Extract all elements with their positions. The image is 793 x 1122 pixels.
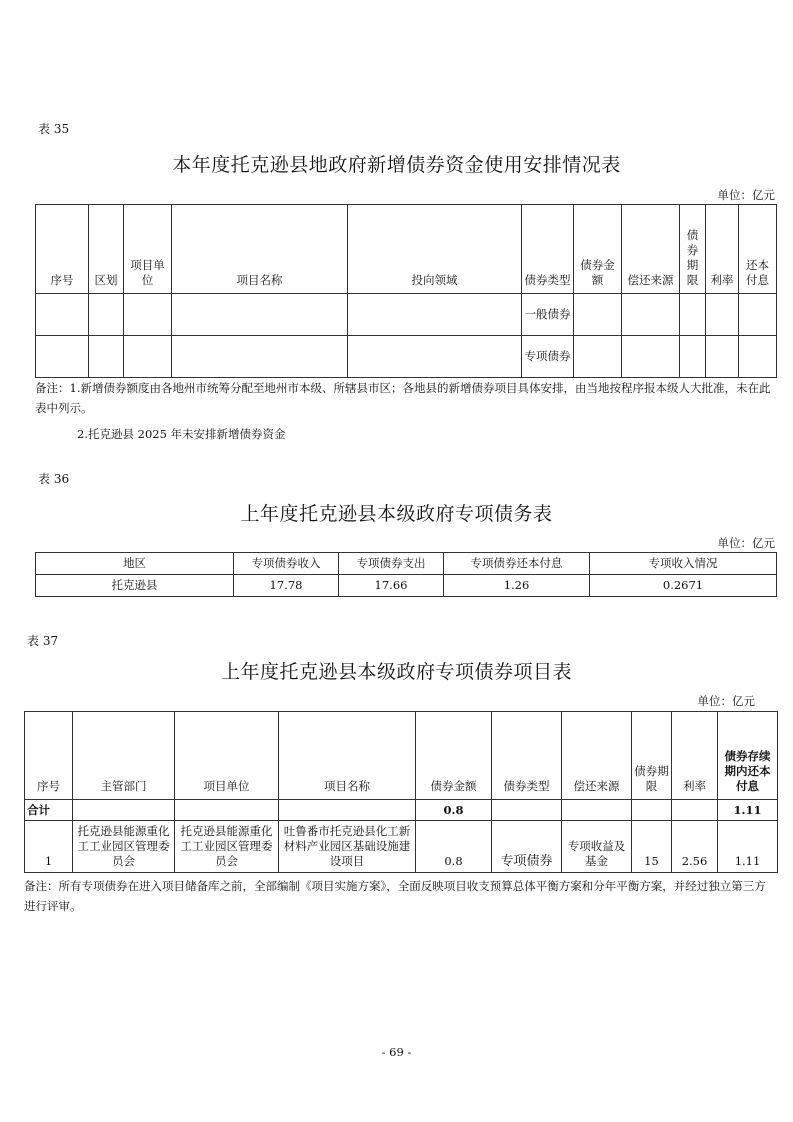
header-cell: 专项债券收入 bbox=[234, 553, 339, 575]
header-cell: 投向领域 bbox=[348, 205, 522, 294]
total-repayment-cell: 1.11 bbox=[718, 800, 778, 821]
cell bbox=[574, 294, 622, 336]
table-36-label: 表 36 bbox=[38, 472, 70, 486]
cell bbox=[89, 294, 124, 336]
total-row bbox=[25, 800, 778, 821]
header-cell: 偿还来源 bbox=[562, 712, 632, 800]
cell: 15 bbox=[632, 821, 672, 873]
header-cell: 区划 bbox=[89, 205, 124, 294]
cell bbox=[172, 294, 348, 336]
cell bbox=[172, 336, 348, 378]
cell bbox=[348, 294, 522, 336]
table-row bbox=[25, 821, 778, 873]
cell bbox=[348, 336, 522, 378]
table-37-unit: 单位：亿元 bbox=[697, 694, 755, 708]
cell bbox=[739, 336, 777, 378]
header-cell: 专项债券支出 bbox=[339, 553, 444, 575]
page-number: - 69 - bbox=[381, 1045, 412, 1059]
cell bbox=[36, 294, 89, 336]
table-36 bbox=[35, 552, 777, 597]
cell: 合计 bbox=[25, 800, 73, 821]
header-cell: 债券期限 bbox=[632, 712, 672, 800]
table-36-title: 上年度托克逊县本级政府专项债务表 bbox=[240, 503, 553, 525]
header-cell: 项目名称 bbox=[172, 205, 348, 294]
cell: 吐鲁番市托克逊县化工新材料产业园区基础设施建设项目 bbox=[279, 821, 416, 873]
header-cell: 还本付息 bbox=[739, 205, 777, 294]
table-row bbox=[36, 336, 777, 378]
cell bbox=[492, 800, 562, 821]
header-cell: 债券存续期内还本付息 bbox=[718, 712, 778, 800]
table-35-title: 本年度托克逊县地政府新增债券资金使用安排情况表 bbox=[172, 154, 621, 176]
header-cell: 主管部门 bbox=[73, 712, 175, 800]
header-cell: 专项债券还本付息 bbox=[444, 553, 590, 575]
header-cell: 序号 bbox=[36, 205, 89, 294]
cell: 托克逊县 bbox=[36, 575, 234, 597]
table-36-unit: 单位：亿元 bbox=[717, 536, 775, 550]
cell: 1.26 bbox=[444, 575, 590, 597]
table-36-header-row bbox=[36, 553, 777, 575]
table-37-label: 表 37 bbox=[27, 634, 59, 648]
cell: 0.2671 bbox=[590, 575, 777, 597]
total-amount-cell: 0.8 bbox=[416, 800, 492, 821]
header-cell: 利率 bbox=[672, 712, 718, 800]
cell bbox=[706, 294, 739, 336]
cell: 1.11 bbox=[718, 821, 778, 873]
cell bbox=[632, 800, 672, 821]
cell bbox=[73, 800, 175, 821]
header-cell: 利率 bbox=[706, 205, 739, 294]
cell: 托克逊县能源重化工工业园区管理委员会 bbox=[73, 821, 175, 873]
table-37-title: 上年度托克逊县本级政府专项债券项目表 bbox=[220, 661, 572, 683]
cell: 17.66 bbox=[339, 575, 444, 597]
table-row bbox=[36, 294, 777, 336]
header-cell: 专项收入情况 bbox=[590, 553, 777, 575]
cell: 17.78 bbox=[234, 575, 339, 597]
cell bbox=[680, 336, 706, 378]
table-35-label: 表 35 bbox=[38, 122, 70, 136]
header-cell: 地区 bbox=[36, 553, 234, 575]
table-row bbox=[36, 575, 777, 597]
cell bbox=[739, 294, 777, 336]
cell bbox=[562, 800, 632, 821]
header-cell: 债券类型 bbox=[522, 205, 574, 294]
header-cell: 项目单位 bbox=[175, 712, 279, 800]
table-37-note: 备注：所有专项债券在进入项目储备库之前，全部编制《项目实施方案》，全面反映项目收支预算总体平衡方案和分年平衡方案，并经过独立第三方进行评审。 bbox=[24, 879, 766, 913]
header-cell: 债券期限 bbox=[680, 205, 706, 294]
header-cell: 偿还来源 bbox=[622, 205, 680, 294]
header-cell: 债券类型 bbox=[492, 712, 562, 800]
cell bbox=[124, 294, 172, 336]
cell: 2.56 bbox=[672, 821, 718, 873]
bond-type-cell: 专项债券 bbox=[522, 336, 574, 378]
table-37 bbox=[24, 711, 778, 873]
cell bbox=[175, 800, 279, 821]
table-37-header-row bbox=[25, 712, 778, 800]
cell bbox=[680, 294, 706, 336]
cell: 专项债券 bbox=[492, 821, 562, 873]
table-35-unit: 单位：亿元 bbox=[717, 188, 775, 202]
table-35 bbox=[35, 204, 777, 378]
bond-type-cell: 一般债券 bbox=[522, 294, 574, 336]
table-35-note-1: 备注：1.新增债券额度由各地州市统筹分配至地州市本级、所辖县市区；各地县的新增债券项目具体安排，由当地按程序报本级人大批准，未在此表中列示。 bbox=[35, 381, 771, 415]
header-cell: 项目名称 bbox=[279, 712, 416, 800]
cell: 1 bbox=[25, 821, 73, 873]
cell bbox=[89, 336, 124, 378]
cell bbox=[706, 336, 739, 378]
header-cell: 序号 bbox=[25, 712, 73, 800]
cell bbox=[574, 336, 622, 378]
cell bbox=[36, 336, 89, 378]
header-cell: 项目单位 bbox=[124, 205, 172, 294]
header-cell: 债券金额 bbox=[416, 712, 492, 800]
table-35-header-row bbox=[36, 205, 777, 294]
cell: 托克逊县能源重化工工业园区管理委员会 bbox=[175, 821, 279, 873]
cell bbox=[622, 336, 680, 378]
cell bbox=[124, 336, 172, 378]
cell: 专项收益及基金 bbox=[562, 821, 632, 873]
cell bbox=[622, 294, 680, 336]
cell: 0.8 bbox=[416, 821, 492, 873]
cell bbox=[672, 800, 718, 821]
header-cell: 债券金额 bbox=[574, 205, 622, 294]
cell bbox=[279, 800, 416, 821]
table-35-note-2: 2.托克逊县 2025 年未安排新增债券资金 bbox=[77, 427, 286, 441]
